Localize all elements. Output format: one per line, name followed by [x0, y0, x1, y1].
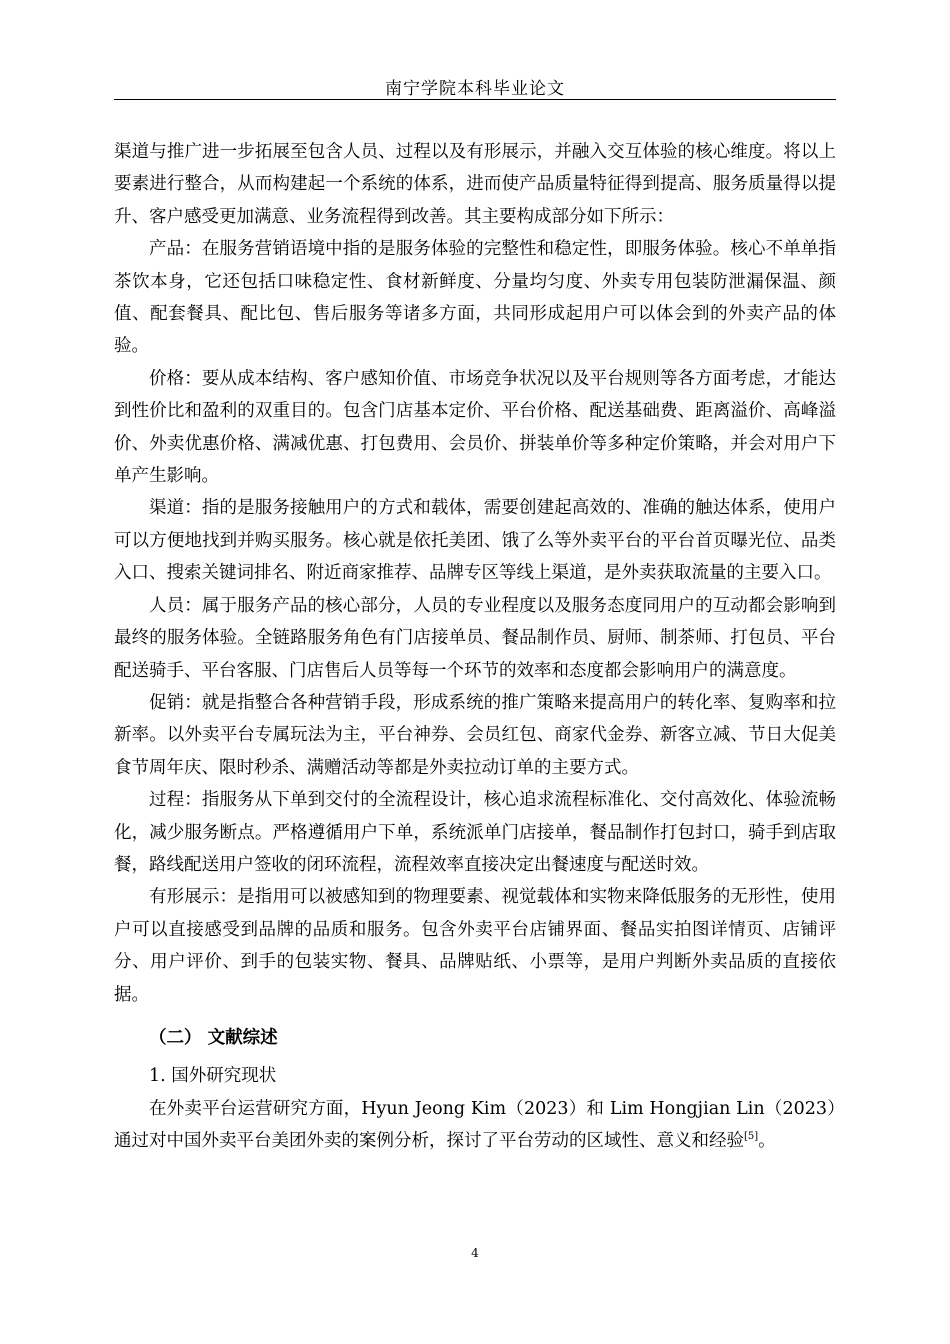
body-text — [114, 136, 836, 1158]
paragraph-foreign-research — [114, 1093, 836, 1158]
paragraph-people: 人员：属于服务产品的核心部分，人员的专业程度以及服务态度同用户的互动都会影响到最终的服务体验。全链路服务角色有门店接单员、餐品制作员、厨师、制茶师、打包员、平台配送骑手、平台客服、门店售后人员等每一个环节的效率和态度都会影响用户的满意度。 — [114, 595, 836, 681]
running-header: 南宁学院本科毕业论文 — [385, 79, 565, 99]
paragraph-physical-evidence: 有形展示：是指用可以被感知到的物理要素、视觉载体和实物来降低服务的无形性，使用户可以直接感受到品牌的品质和服务。包含外卖平台店铺界面、餐品实拍图详情页、店铺评分、用户评价、到手的包装实物、餐具、品牌贴纸、小票等，是用户判断外卖品质的直接依据。 — [114, 887, 836, 1005]
paragraph-foreign-research-end: 。 — [758, 1131, 776, 1152]
paragraph-price: 价格：要从成本结构、客户感知价值、市场竞争状况以及平台规则等各方面考虑，才能达到性价比和盈利的双重目的。包含门店基本定价、平台价格、配送基础费、距离溢价、高峰溢价、外卖优惠价格、满减优惠、打包费用、会员价、拼装单价等多种定价策略，并会对用户下单产生影响。 — [114, 368, 836, 487]
citation-reference: [5] — [744, 1131, 759, 1143]
page-number: 4 — [471, 1246, 479, 1260]
paragraph-intro-continuation: 渠道与推广进一步拓展至包含人员、过程以及有形展示，并融入交互体验的核心维度。将以上要素进行整合，从而构建起一个系统的体系，进而使产品质量特征得到提高、服务质量得以提升、客户感受更加满意、业务流程得到改善。其主要构成部分如下所示： — [114, 142, 836, 227]
section-heading-literature-review: （二） 文献综述 — [149, 1027, 278, 1048]
paragraph-process: 过程：指服务从下单到交付的全流程设计，核心追求流程标准化、交付高效化、体验流畅化，减少服务断点。严格遵循用户下单，系统派单门店接单，餐品制作打包封口，骑手到店取餐，路线配送用户签收的闭环流程，流程效率直接决定出餐速度与配送时效。 — [114, 790, 836, 875]
paragraph-product: 产品：在服务营销语境中指的是服务体验的完整性和稳定性，即服务体验。核心不单单指茶饮本身，它还包括口味稳定性、食材新鲜度、分量均匀度、外卖专用包装防泄漏保温、颜值、配套餐具、配比包、售后服务等诸多方面，共同形成起用户可以体会到的外卖产品的体验。 — [114, 239, 836, 357]
paragraph-promotion: 促销：就是指整合各种营销手段，形成系统的推广策略来提高用户的转化率、复购率和拉新率。以外卖平台专属玩法为主，平台神券、会员红包、商家代金券、新客立减、节日大促美食节周年庆、限时秒杀、满赠活动等都是外卖拉动订单的主要方式。 — [114, 692, 836, 778]
subheading-foreign-research: 1. 国外研究现状 — [149, 1065, 277, 1086]
paragraph-channel: 渠道：指的是服务接触用户的方式和载体，需要创建起高效的、准确的触达体系，使用户可以方便地找到并购买服务。核心就是依托美团、饿了么等外卖平台的平台首页曝光位、品类入口、搜索关键词排名、附近商家推荐、品牌专区等线上渠道，是外卖获取流量的主要入口。 — [114, 498, 836, 584]
paragraph-foreign-research-text: 在外卖平台运营研究方面，Hyun Jeong Kim（2023）和 Lim Hongjian Lin（2023）通过对中国外卖平台美团外卖的案例分析，探讨了平台劳动的区域性、意义和经验 — [114, 1098, 836, 1152]
header-rule — [114, 99, 836, 100]
